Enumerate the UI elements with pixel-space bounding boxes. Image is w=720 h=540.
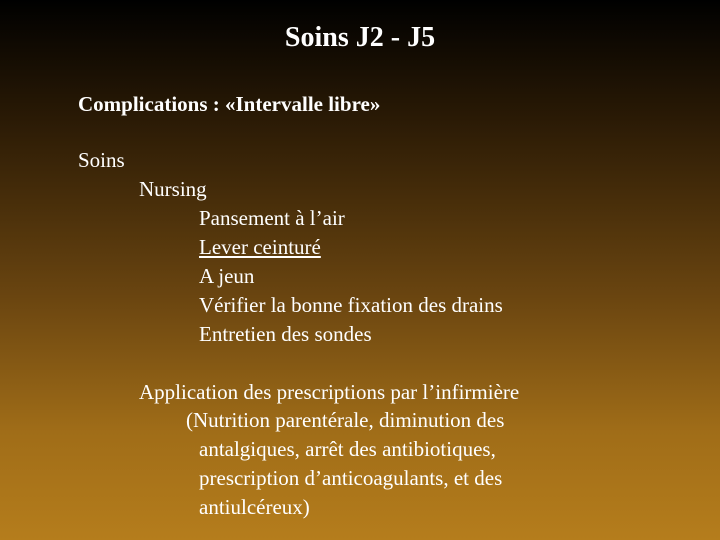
- nursing-item-drains: Vérifier la bonne fixation des drains: [199, 293, 503, 317]
- nursing-heading: Nursing: [139, 177, 207, 201]
- complications-line: Complications : «Intervalle libre»: [78, 92, 381, 116]
- application-detail-line: (Nutrition parentérale, diminution des: [186, 408, 505, 432]
- application-heading: Application des prescriptions par l’infirmière: [139, 380, 520, 404]
- nursing-item-pansement: Pansement à l’air: [199, 206, 345, 230]
- nursing-item-sondes: Entretien des sondes: [199, 322, 372, 346]
- slide-title: Soins J2 - J5: [284, 22, 436, 53]
- soins-heading: Soins: [78, 148, 125, 172]
- application-detail-line: antalgiques, arrêt des antibiotiques,: [199, 437, 496, 461]
- application-detail-line: prescription d’anticoagulants, et des: [199, 466, 503, 490]
- nursing-item-a-jeun: A jeun: [199, 264, 255, 288]
- application-detail-line: antiulcéreux): [199, 495, 310, 519]
- nursing-item-lever: Lever ceinturé: [199, 235, 321, 259]
